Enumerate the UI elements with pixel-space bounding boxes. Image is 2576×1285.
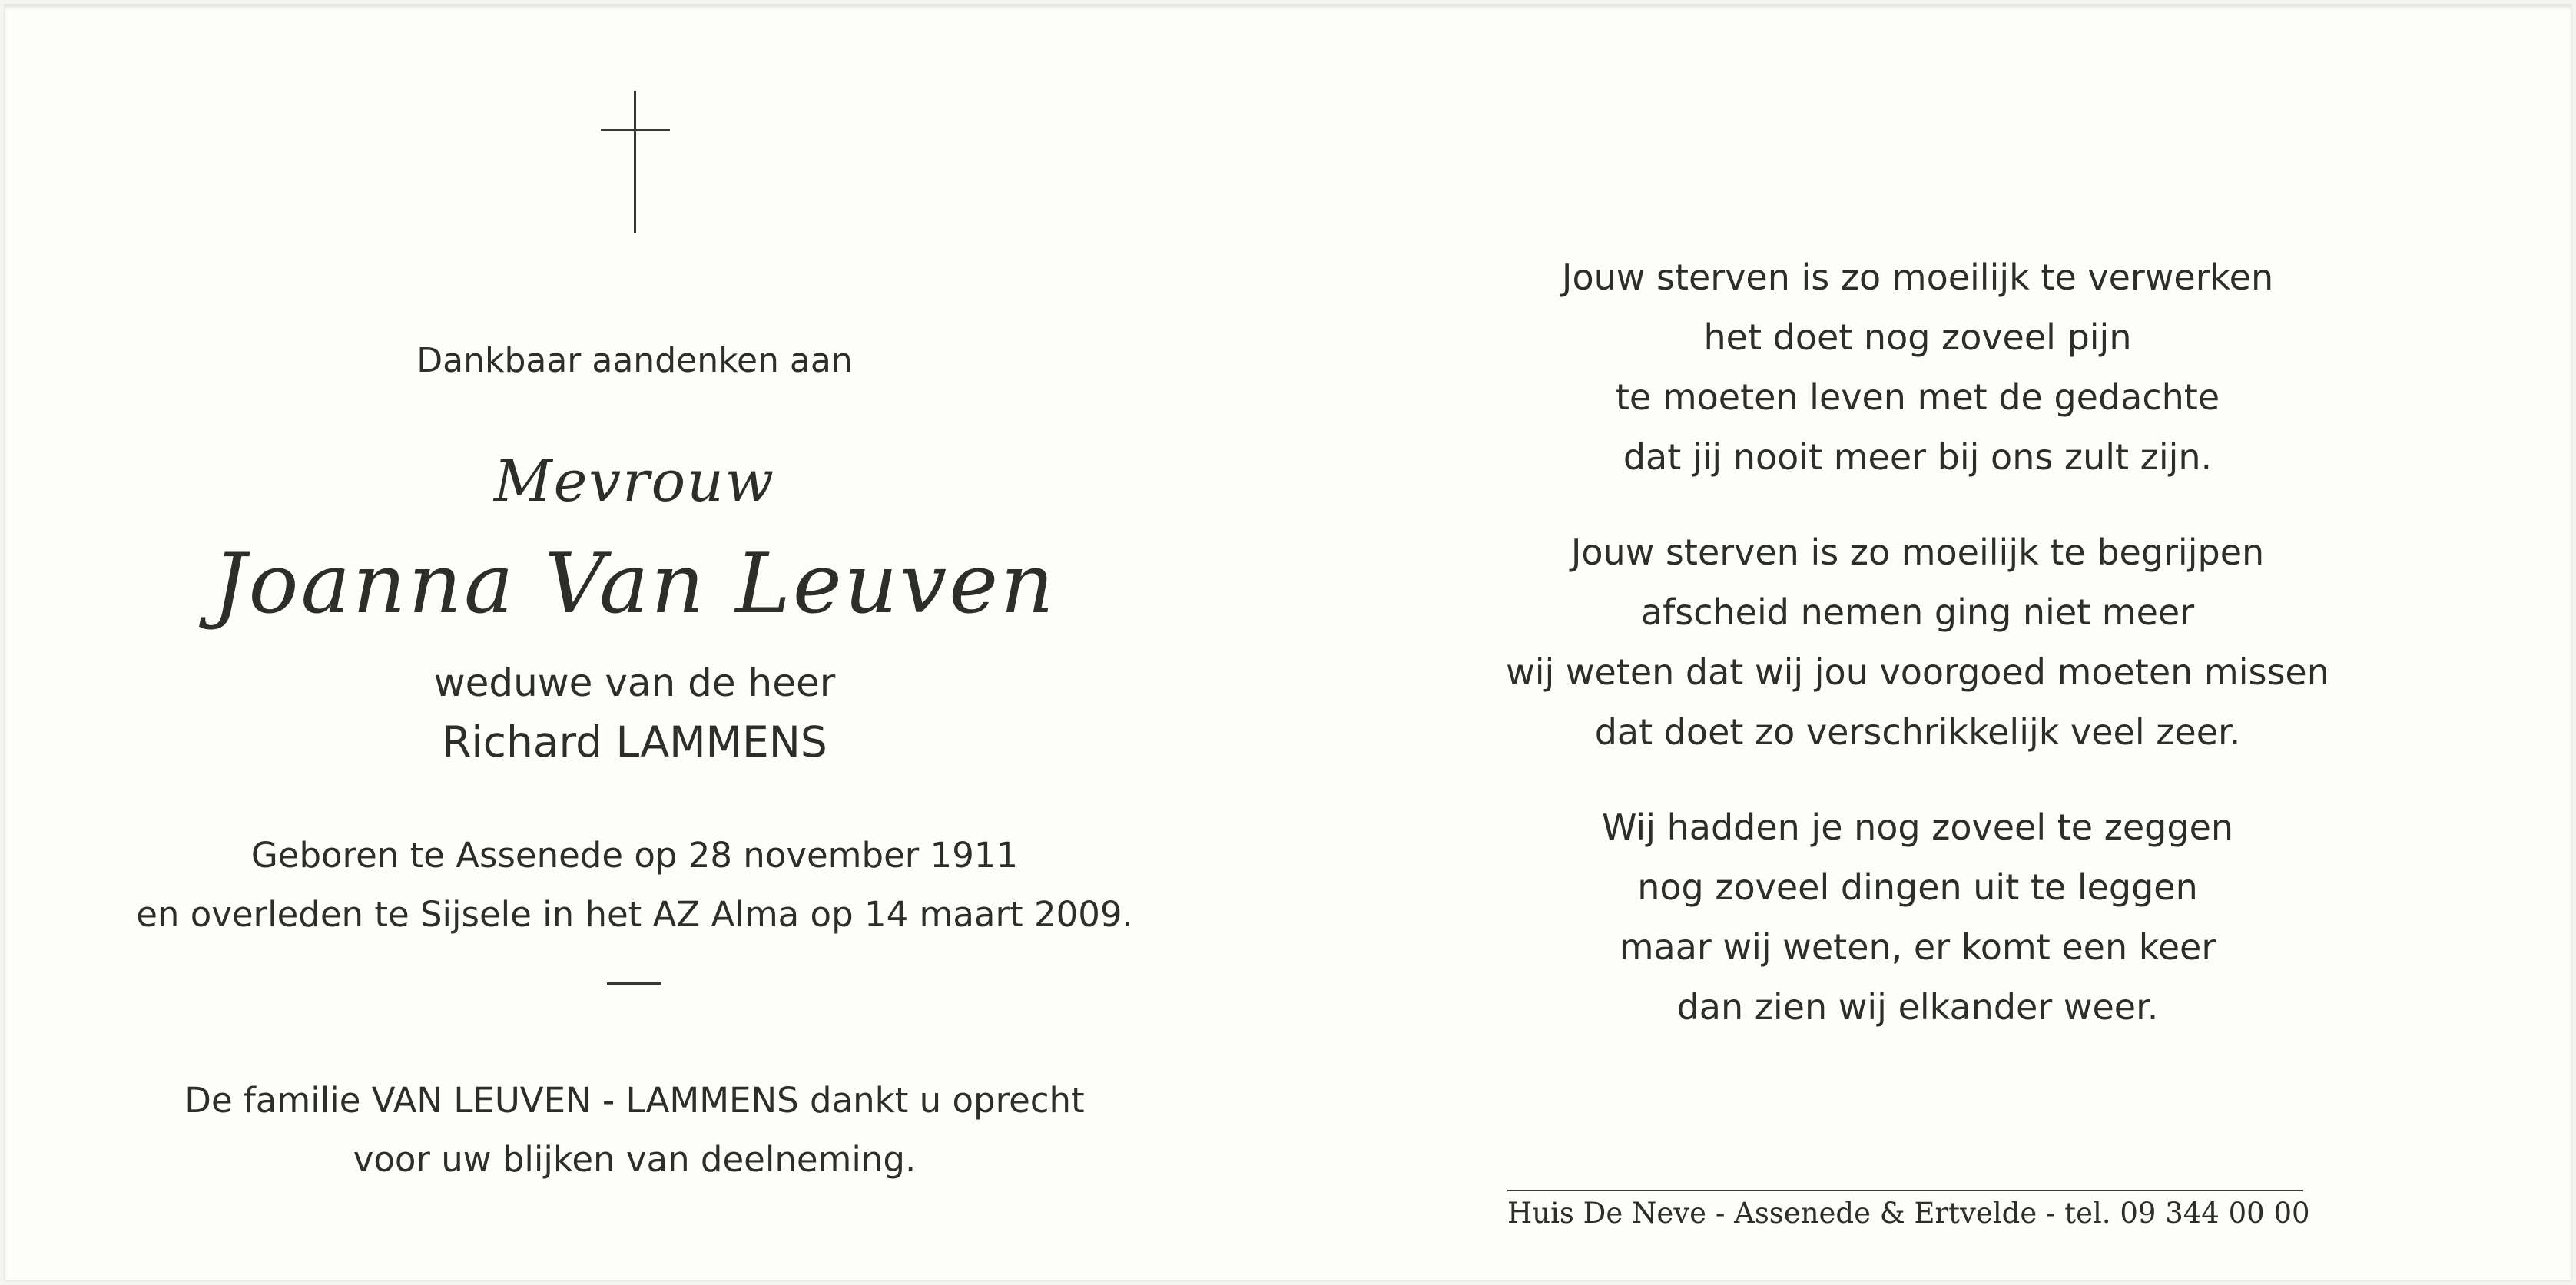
poem-line: Jouw sterven is zo moeilijk te verwerken	[1561, 257, 2274, 298]
poem-panel	[1495, 5, 2340, 1280]
thanks-line-2: voor uw blijken van deelneming.	[353, 1139, 917, 1180]
poem-line: dan zien wij elkander weer.	[1676, 986, 2159, 1028]
poem-line: dat jij nooit meer bij ons zult zijn.	[1623, 436, 2213, 478]
death-line: en overleden te Sijsele in het AZ Alma op 14 maart 2009.	[136, 894, 1133, 935]
cross-icon	[601, 91, 670, 233]
poem-stanza-2	[1495, 522, 2340, 762]
poem-line: het doet nog zoveel pijn	[1703, 316, 2132, 358]
left-panel	[5, 5, 1265, 1280]
poem-line: maar wij weten, er komt een keer	[1619, 926, 2216, 968]
poem-line: wij weten dat wij jou voorgoed moeten missen	[1506, 651, 2329, 693]
thanks-line-1: De familie VAN LEUVEN - LAMMENS dankt u oprecht	[184, 1080, 1085, 1121]
title-text: Mevrouw	[493, 449, 776, 515]
memorial-card	[5, 5, 2571, 1280]
poem-stanza-1	[1495, 247, 2340, 487]
birth-line: Geboren te Assenede op 28 november 1911	[250, 835, 1019, 876]
poem-stanza-3	[1495, 797, 2340, 1037]
intro-text: Dankbaar aandenken aan	[416, 341, 853, 380]
widow-line: weduwe van de heer	[433, 661, 836, 705]
poem-line: te moeten leven met de gedachte	[1615, 376, 2220, 418]
poem-line: afscheid nemen ging niet meer	[1640, 591, 2195, 633]
poem-line: Jouw sterven is zo moeilijk te begrijpen	[1570, 532, 2265, 573]
printer-credit: Huis De Neve - Assenede & Ertvelde - tel. 09 344 00 00	[1507, 1197, 2310, 1230]
poem-line: Wij hadden je nog zoveel te zeggen	[1601, 806, 2234, 848]
deceased-name: Joanna Van Leuven	[213, 536, 1056, 632]
footer-divider	[1507, 1190, 2303, 1191]
spouse-name: Richard LAMMENS	[442, 717, 827, 767]
poem-line: nog zoveel dingen uit te leggen	[1637, 866, 2198, 908]
divider	[607, 982, 661, 985]
poem-line: dat doet zo verschrikkelijk veel zeer.	[1594, 711, 2241, 753]
